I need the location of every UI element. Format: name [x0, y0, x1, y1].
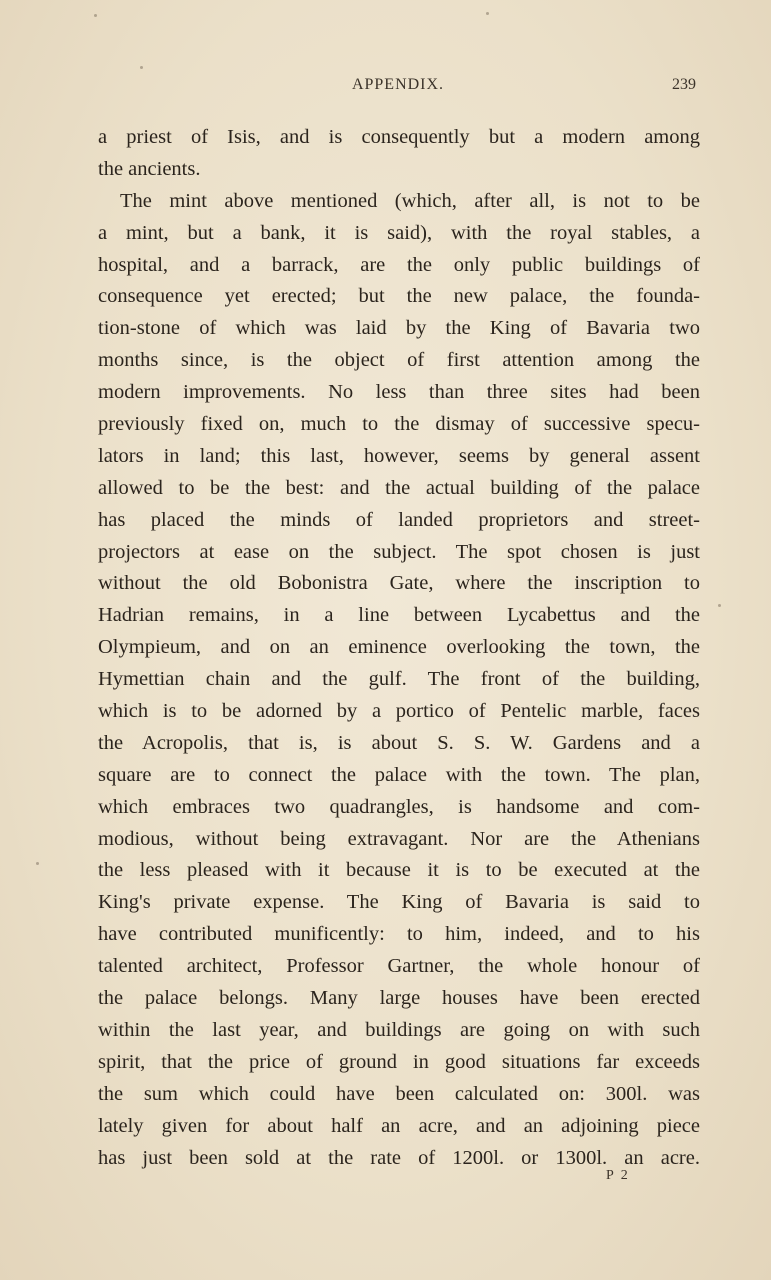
text-line: The mint above mentioned (which, after all, is not to be [120, 189, 700, 212]
text-line: have contributed munificently: to him, indeed, and to his [98, 923, 700, 946]
text-line: the palace belongs. Many large houses have been erected [98, 987, 700, 1010]
text-line: previously fixed on, much to the dismay of successive specu- [98, 413, 700, 436]
paper-speck [140, 66, 143, 69]
text-line: Hadrian remains, in a line between Lycabettus and the [98, 604, 700, 627]
text-line: Hymettian chain and the gulf. The front of the building, [98, 668, 700, 691]
text-line: projectors at ease on the subject. The spot chosen is just [98, 540, 700, 563]
paper-speck [94, 14, 97, 17]
text-line: allowed to be the best: and the actual building of the palace [98, 476, 700, 499]
text-line: lators in land; this last, however, seems by general assent [98, 444, 700, 467]
signature-mark: P 2 [606, 1168, 630, 1183]
text-line: tion-stone of which was laid by the King of Bavaria two [98, 317, 700, 340]
page-header [98, 76, 698, 100]
text-line: without the old Bobonistra Gate, where the inscription to [98, 572, 700, 595]
page-number: 239 [672, 76, 696, 93]
text-line: which embraces two quadrangles, is handsome and com- [98, 795, 700, 818]
text-line: King's private expense. The King of Bavaria is said to [98, 891, 700, 914]
running-head: APPENDIX. [351, 76, 445, 93]
text-line: a mint, but a bank, it is said), with the royal stables, a [98, 221, 700, 244]
text-line: which is to be adorned by a portico of Pentelic marble, faces [98, 700, 700, 723]
text-line: the ancients. [98, 157, 201, 180]
text-line: hospital, and a barrack, are the only public buildings of [98, 253, 700, 276]
text-line: the sum which could have been calculated on: 300l. was [98, 1082, 700, 1105]
body-text [98, 122, 700, 1174]
paper-speck [36, 862, 39, 865]
text-line: square are to connect the palace with the town. The plan, [98, 763, 700, 786]
paper-speck [486, 12, 489, 15]
text-line: the less pleased with it because it is to be executed at the [98, 859, 700, 882]
text-line: within the last year, and buildings are going on with such [98, 1018, 700, 1041]
text-line: consequence yet erected; but the new palace, the founda- [98, 285, 700, 308]
text-line: the Acropolis, that is, is about S. S. W. Gardens and a [98, 731, 700, 754]
paper-speck [718, 604, 721, 607]
text-line: has placed the minds of landed proprietors and street- [98, 508, 700, 531]
text-line: spirit, that the price of ground in good situations far exceeds [98, 1050, 700, 1073]
text-line: Olympieum, and on an eminence overlooking the town, the [98, 636, 700, 659]
text-line: months since, is the object of first attention among the [98, 349, 700, 372]
text-line: lately given for about half an acre, and an adjoining piece [98, 1114, 700, 1137]
text-line: modern improvements. No less than three sites had been [98, 381, 700, 404]
text-line: modious, without being extravagant. Nor are the Athenians [98, 827, 700, 850]
text-line: has just been sold at the rate of 1200l. or 1300l. an acre. [98, 1146, 700, 1169]
text-line: a priest of Isis, and is consequently but a modern among [98, 126, 700, 148]
text-line: talented architect, Professor Gartner, the whole honour of [98, 955, 700, 978]
